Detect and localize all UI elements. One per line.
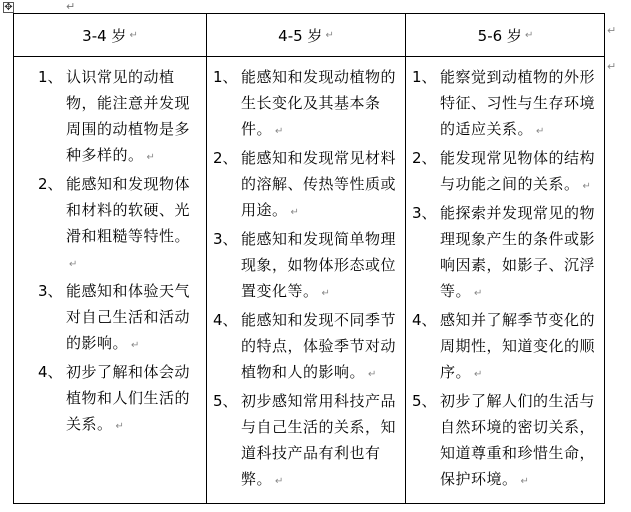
item-text: 能感知和体验天气对自己生活和活动的影响。	[66, 282, 191, 352]
item-number: 3、	[38, 282, 63, 300]
paragraph-mark-icon: ↵	[582, 181, 592, 192]
list-item	[412, 145, 600, 200]
item-text: 感知并了解季节变化的周期性，知道变化的顺序。	[440, 311, 596, 381]
item-number: 4、	[412, 311, 437, 329]
paragraph-mark-icon: ↵	[321, 288, 331, 299]
cell-end-mark-icon: ↵	[524, 30, 534, 41]
item-number: 4、	[38, 363, 63, 381]
list-item	[38, 359, 198, 440]
list-item	[38, 64, 198, 171]
paragraph-mark-icon: ↵	[115, 421, 125, 432]
item-number: 2、	[412, 149, 437, 167]
list-item	[213, 145, 401, 226]
development-goals-table	[13, 13, 605, 504]
column-3-4-content	[38, 64, 198, 440]
item-number: 2、	[38, 175, 63, 193]
item-number: 4、	[213, 311, 238, 329]
list-item	[412, 64, 600, 145]
cell-end-mark-icon: ↵	[325, 30, 334, 41]
table-move-handle-icon[interactable]: ✥	[4, 2, 13, 13]
header-cell-5-6	[406, 14, 605, 57]
paragraph-mark-icon: ↵	[474, 288, 483, 299]
list-item	[213, 388, 401, 495]
column-divider	[206, 14, 207, 503]
item-text: 认识常见的动植物，能注意并发现周围的动植物是多种多样的。	[66, 68, 191, 164]
list-item	[213, 64, 401, 145]
item-number: 5、	[412, 392, 437, 410]
column-4-5-content	[213, 64, 401, 495]
item-number: 1、	[38, 68, 63, 86]
item-number: 1、	[412, 68, 437, 86]
item-text: 能探索并发现常见的物理现象产生的条件或影响因素，如影子、沉浮等。	[440, 204, 596, 300]
paragraph-mark-icon: ↵	[69, 259, 78, 270]
list-item	[38, 278, 198, 359]
paragraph-mark-icon: ↵	[275, 476, 284, 487]
item-text: 初步了解和体会动植物和人们生活的关系。	[66, 363, 191, 433]
header-cell-3-4	[14, 14, 206, 57]
list-item	[412, 200, 600, 307]
item-text: 能感知和发现动植物的生长变化及其基本条件。	[241, 68, 397, 138]
paragraph-mark-icon: ↵	[290, 207, 300, 218]
item-text: 能感知和发现简单物理现象，如物体形态或位置变化等。	[241, 230, 397, 300]
header-cell-4-5	[207, 14, 405, 57]
header-label: 3-4 岁	[82, 27, 127, 45]
item-text: 能发现常见物体的结构与功能之间的关系。	[440, 149, 596, 193]
paragraph-mark-icon: ↵	[146, 152, 156, 163]
row-end-mark-icon: ↵	[607, 60, 617, 73]
item-number: 1、	[213, 68, 238, 86]
column-divider	[405, 14, 406, 503]
list-item	[213, 226, 401, 307]
item-number: 5、	[213, 392, 238, 410]
item-number: 3、	[412, 204, 437, 222]
column-5-6-content	[412, 64, 600, 495]
list-item	[213, 307, 401, 388]
paragraph-mark-icon: ↵	[275, 126, 284, 137]
header-label: 4-5 岁	[278, 27, 323, 45]
paragraph-mark-icon: ↵	[66, 0, 76, 13]
paragraph-mark-icon: ↵	[536, 126, 545, 137]
item-number: 3、	[213, 230, 238, 248]
item-text: 初步了解人们的生活与自然环境的密切关系，知道尊重和珍惜生命，保护环境。	[440, 392, 596, 488]
item-text: 能感知和发现常见材料的溶解、传热等性质或用途。	[241, 149, 397, 219]
item-text: 能感知和发现物体和材料的软硬、光滑和粗糙等特性。	[66, 175, 191, 245]
item-text: 初步感知常用科技产品与自己生活的关系，知道科技产品有利也有弊。	[241, 392, 397, 488]
header-label: 5-6 岁	[477, 27, 522, 45]
item-text: 能感知和发现不同季节的特点，体验季节对动植物和人的影响。	[241, 311, 397, 381]
paragraph-mark-icon: ↵	[520, 476, 530, 487]
paragraph-mark-icon: ↵	[131, 340, 140, 351]
cell-end-mark-icon: ↵	[129, 30, 138, 41]
paragraph-mark-icon: ↵	[368, 369, 377, 380]
list-item	[412, 388, 600, 495]
item-text: 能察觉到动植物的外形特征、习性与生存环境的适应关系。	[440, 68, 596, 138]
list-item	[412, 307, 600, 388]
row-end-mark-icon: ↵	[607, 24, 617, 37]
paragraph-mark-icon: ↵	[474, 369, 483, 380]
list-item	[38, 171, 198, 278]
item-number: 2、	[213, 149, 238, 167]
